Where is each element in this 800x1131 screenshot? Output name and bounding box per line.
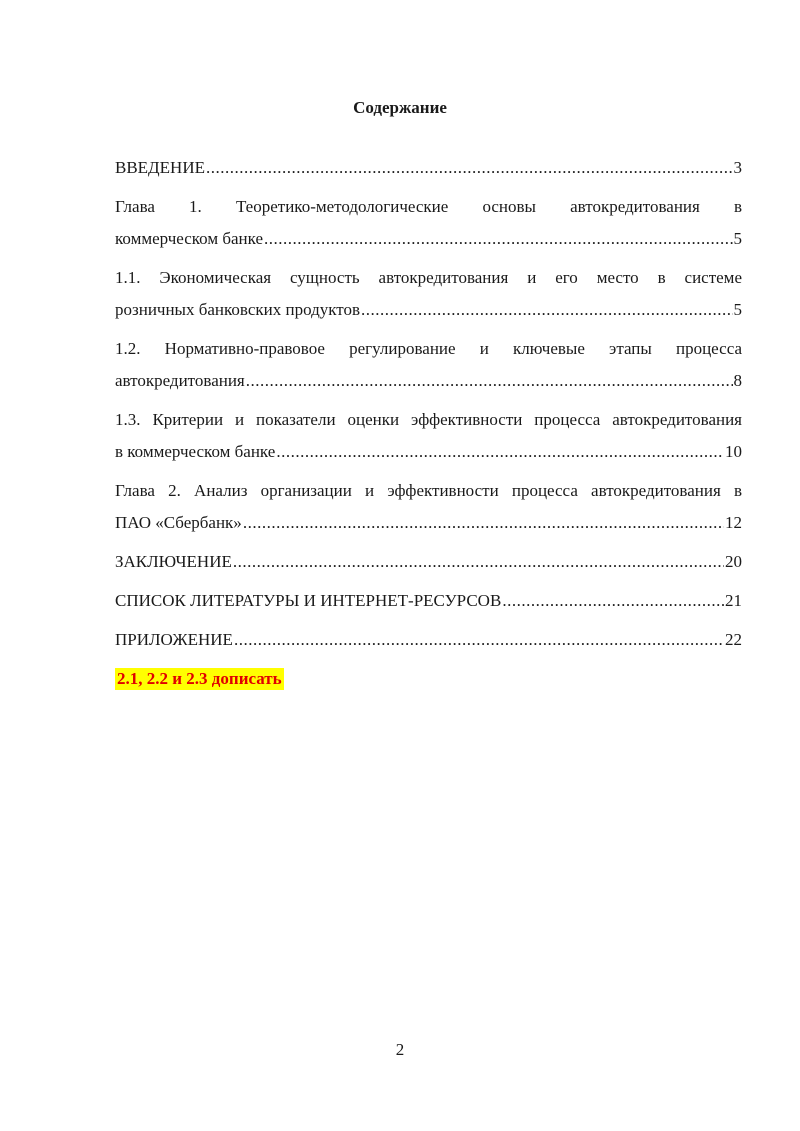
toc-entry-chapter-2[interactable] [115, 475, 742, 539]
toc-leader-dots [206, 152, 733, 184]
toc-leader-dots [234, 624, 724, 656]
toc-entry-label-line1: 1.1. Экономическая сущность автокредитования и его место в системе [115, 268, 742, 287]
toc-entry-label-line2: автокредитования [115, 371, 245, 390]
toc-leader-dots [243, 507, 724, 539]
toc-entry-label-line2: коммерческом банке [115, 229, 264, 248]
toc-entry-conclusion[interactable] [115, 546, 742, 578]
toc-entry-label: ПРИЛОЖЕНИЕ [115, 630, 233, 649]
toc-leader-dots [276, 436, 724, 468]
toc-leader-dots [246, 365, 733, 397]
toc-page-number: 10 [725, 442, 742, 461]
toc-entry-appendix[interactable] [115, 624, 742, 656]
page-title: Содержание [353, 98, 447, 117]
toc-entry-label-line2: ПАО «Сбербанк» [115, 513, 242, 532]
toc-leader-dots [233, 546, 724, 578]
page-number: 2 [395, 1040, 405, 1059]
toc-page-number: 5 [733, 300, 742, 319]
toc-entry-section-1-1[interactable] [115, 262, 742, 326]
toc-entry-label: ВВЕДЕНИЕ [115, 158, 205, 177]
toc-page-number: 21 [725, 591, 742, 610]
toc-leader-dots [361, 294, 732, 326]
toc-page-number: 20 [725, 552, 742, 571]
toc-leader-dots [502, 585, 724, 617]
toc-entry-references[interactable] [115, 585, 742, 617]
toc-entry-label-line1: Глава 1. Теоретико-методологические основы автокредитования в [115, 197, 742, 216]
toc-entry-label-line2: розничных банковских продуктов [115, 300, 361, 319]
toc-entry-label-line1: 1.2. Нормативно-правовое регулирование и ключевые этапы процесса [115, 339, 742, 358]
toc-page-number: 8 [733, 371, 742, 390]
toc-leader-dots [264, 223, 732, 255]
toc-page-number: 5 [733, 229, 742, 248]
toc-entry-section-1-3[interactable] [115, 404, 742, 468]
toc-entry-label-line1: Глава 2. Анализ организации и эффективности процесса автокредитования в [115, 481, 742, 500]
toc-entry-chapter-1[interactable] [115, 191, 742, 255]
highlighted-todo-note: 2.1, 2.2 и 2.3 дописать [117, 669, 282, 688]
toc-page-number: 3 [733, 158, 742, 177]
toc-page-number: 12 [725, 513, 742, 532]
toc-entry-label-line1: 1.3. Критерии и показатели оценки эффективности процесса автокредитования [115, 410, 742, 429]
table-of-contents [115, 152, 742, 695]
toc-entry-label: ЗАКЛЮЧЕНИЕ [115, 552, 232, 571]
toc-entry-introduction[interactable] [115, 152, 742, 184]
toc-entry-label: СПИСОК ЛИТЕРАТУРЫ И ИНТЕРНЕТ-РЕСУРСОВ [115, 591, 502, 610]
toc-entry-label-line2: в коммерческом банке [115, 442, 276, 461]
toc-entry-section-1-2[interactable] [115, 333, 742, 397]
toc-page-number: 22 [725, 630, 742, 649]
